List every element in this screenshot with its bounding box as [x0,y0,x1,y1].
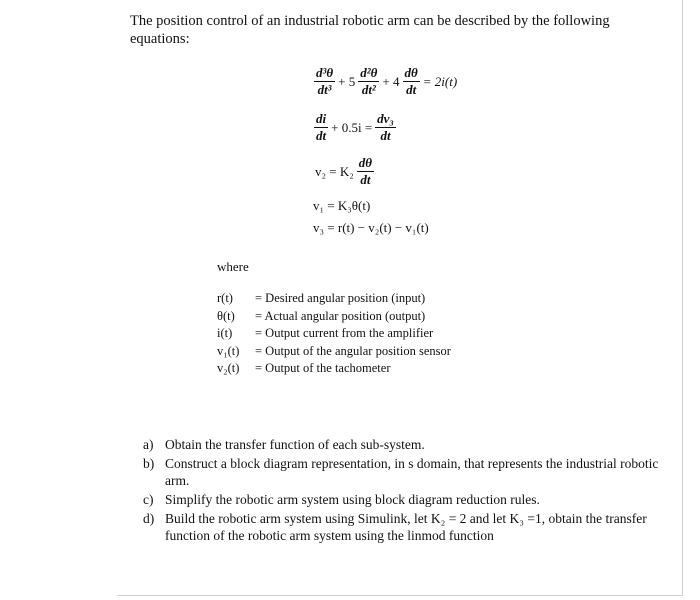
eq2-term1-num: di [316,111,327,126]
eq1-term3-num: dθ [404,65,418,80]
eq2-mid: + 0.5i = [331,119,373,135]
definition-symbol: r(t) [217,291,233,305]
eq2-term1-den: dt [316,128,327,143]
definition-symbol: v₂(t) [217,361,240,375]
eq1-term1 [314,66,335,97]
equation-2 [313,112,397,143]
equation-5 [313,220,429,236]
eq3-frac [357,156,374,187]
task-text: Simplify the robotic arm system using block diagram reduction rules. [165,492,540,507]
eq1-coef3: + 4 [382,73,400,89]
eq3-lhs: v₂ = K₂ [315,163,354,179]
definition-symbol: v₁(t) [217,343,240,358]
intro-paragraph: The position control of an industrial robotic arm can be described by the following equations: [130,13,610,47]
task-item [143,436,663,453]
task-label: c) [143,492,154,507]
task-text: Obtain the transfer function of each sub-system. [165,437,425,452]
equation-3 [313,156,375,187]
definitions-list [217,290,451,378]
definition-symbol: i(t) [217,326,233,340]
task-item [143,455,663,489]
task-text: Build the robotic arm system using Simulink, let K₂ = 2 and let K₃ =1, obtain the transfer function of the robotic arm system using the linmod function [165,511,647,543]
eq1-term2-den: dt² [361,82,376,97]
eq2-term2 [375,112,396,143]
eq1-term1-den: dt³ [317,82,332,97]
definition-row [217,360,451,378]
eq1-term3 [403,66,420,97]
definition-text: = Desired angular position (input) [255,291,426,305]
definition-row [217,290,451,308]
task-list [143,436,663,546]
definition-text: = Output of the tachometer [255,361,391,375]
definition-symbol: θ(t) [217,308,235,323]
eq5-text: v₃ = r(t) − v₂(t) − v₁(t) [313,220,429,235]
eq2-term2-den: dt [380,128,391,143]
task-label: a) [143,437,154,452]
eq3-num: dθ [358,155,373,170]
eq1-term2-num: d²θ [360,65,378,80]
eq1-coef2: + 5 [338,73,356,89]
eq1-rhs: = 2i(t) [422,73,458,89]
eq2-term1 [314,112,328,143]
where-label: where [217,259,249,274]
equation-4 [313,198,370,214]
task-item [143,491,663,508]
eq3-den: dt [360,172,371,187]
task-label: b) [143,456,155,471]
definition-text: = Output of the angular position sensor [255,343,451,358]
task-item [143,510,663,544]
definition-text: = Output current from the amplifier [255,326,434,340]
eq2-term2-num: dv₃ [377,111,394,126]
eq1-term2 [358,66,379,97]
task-text: Construct a block diagram representation, in s domain, that represents the industrial robotic arm. [165,456,659,488]
equation-1 [313,66,459,97]
definition-row [217,308,451,326]
eq1-term3-den: dt [406,82,417,97]
eq1-term1-num: d³θ [316,65,334,80]
definition-row [217,343,451,361]
eq4-text: v₁ = K₃θ(t) [313,198,371,213]
definition-text: = Actual angular position (output) [255,308,426,323]
definition-row [217,325,451,343]
task-label: d) [143,511,155,526]
